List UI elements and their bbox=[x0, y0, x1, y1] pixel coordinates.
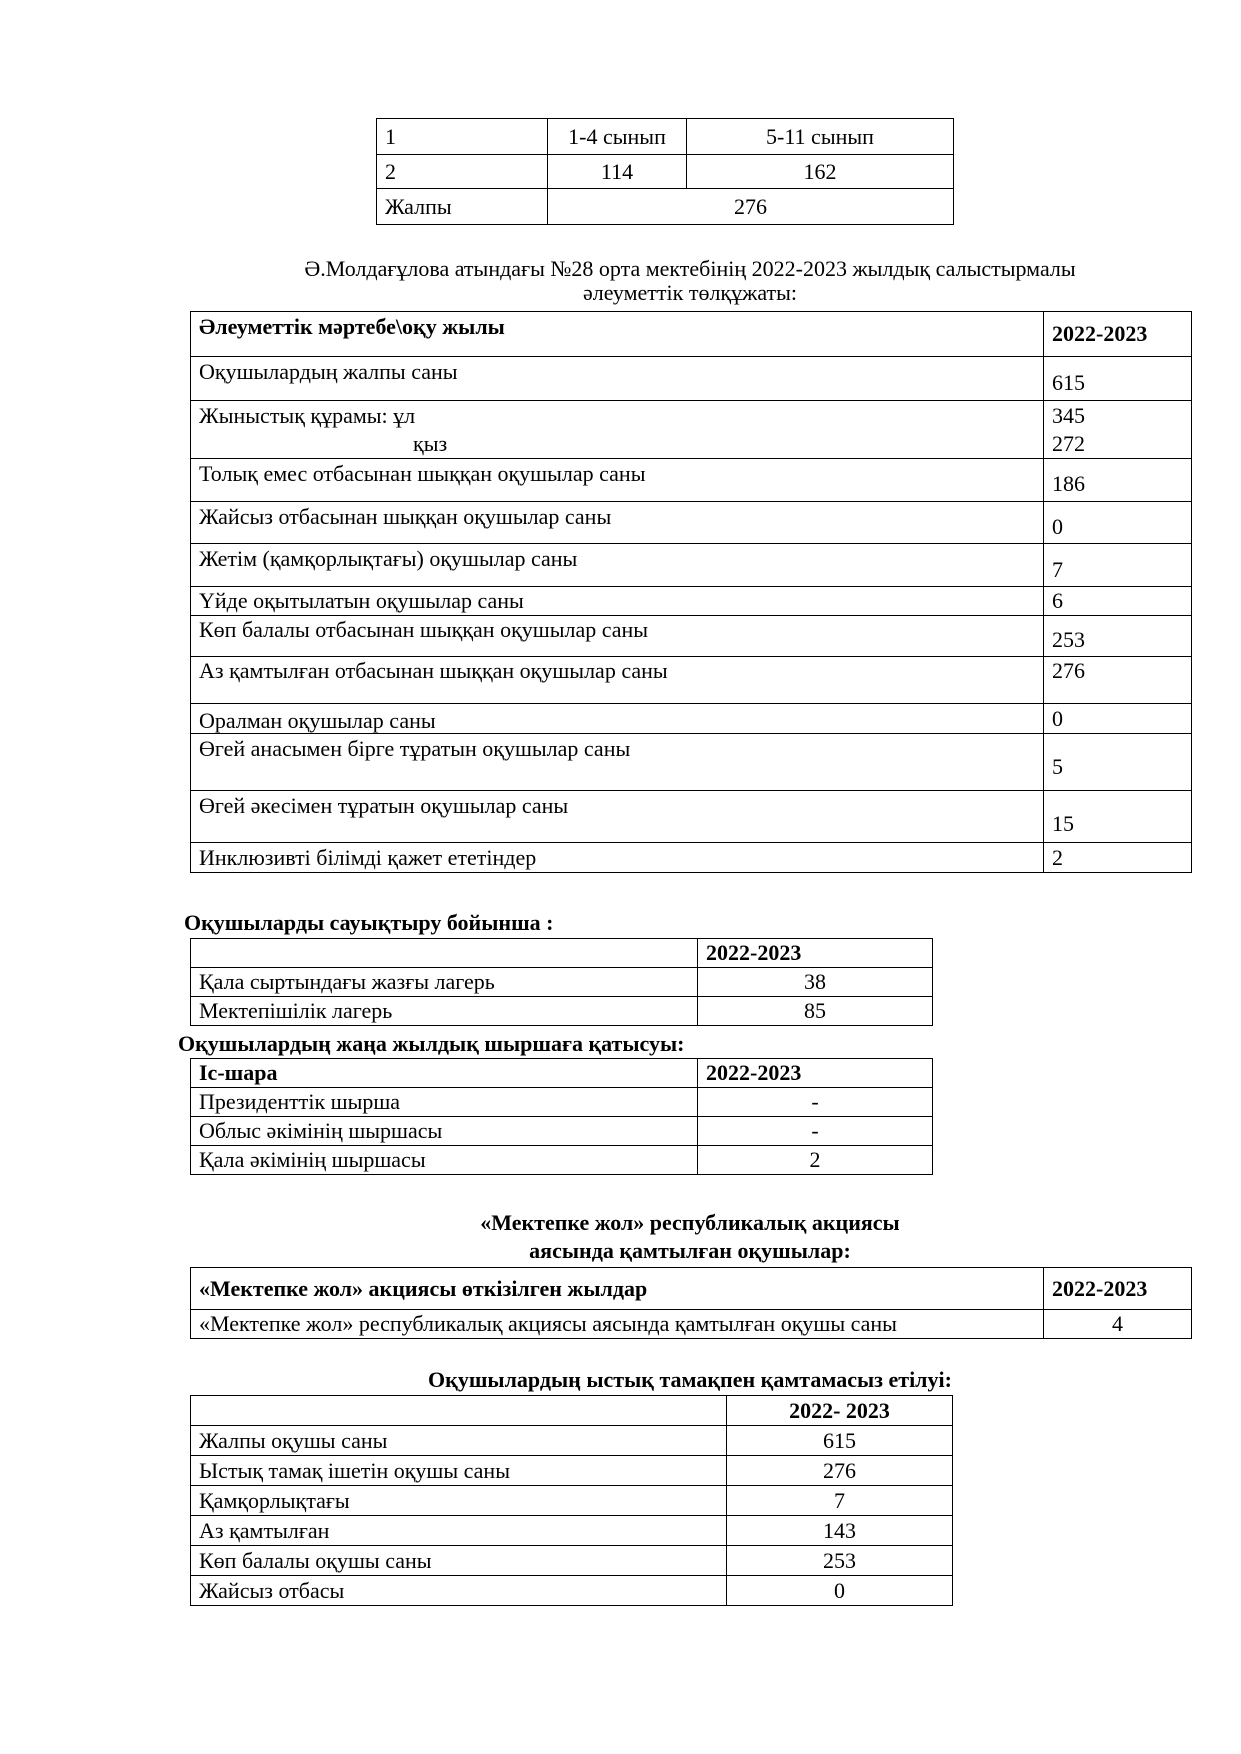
hot-meals-heading: Оқушылардың ыстық тамақпен қамтамасыз етілуі: bbox=[428, 1367, 952, 1392]
table-row bbox=[191, 1486, 953, 1516]
female-count: 272 bbox=[1052, 431, 1085, 456]
table-cell: 5-11 сынып bbox=[687, 119, 954, 155]
road-to-school-heading bbox=[190, 1210, 1190, 1264]
row-label: Өгей әкесімен тұратын оқушылар саны bbox=[191, 791, 1044, 843]
header-label-empty bbox=[191, 1396, 727, 1426]
row-label: Қала әкімінің шыршасы bbox=[191, 1146, 698, 1175]
row-label: Көп балалы отбасынан шыққан оқушылар саны bbox=[191, 616, 1044, 657]
table-row bbox=[191, 459, 1192, 502]
row-label: Облыс әкімінің шыршасы bbox=[191, 1117, 698, 1146]
row-value: 276 bbox=[1044, 657, 1192, 704]
road-to-school-table-block bbox=[190, 1267, 1192, 1339]
table-row bbox=[191, 616, 1192, 657]
row-label: Жайсыз отбасынан шыққан оқушылар саны bbox=[191, 502, 1044, 544]
header-label: Іс-шара bbox=[191, 1059, 698, 1088]
table-row bbox=[191, 734, 1192, 791]
table-row bbox=[191, 1516, 953, 1546]
row-value: 0 bbox=[727, 1576, 953, 1606]
table-row bbox=[191, 1088, 933, 1117]
row-label: Жалпы оқушы саны bbox=[191, 1426, 727, 1456]
table-row bbox=[191, 1310, 1192, 1339]
row-label: Президенттік шырша bbox=[191, 1088, 698, 1117]
table-row bbox=[191, 1426, 953, 1456]
row-value: 186 bbox=[1044, 459, 1192, 502]
heading-line: аясында қамтылған оқушылар: bbox=[529, 1238, 851, 1263]
table-header-row bbox=[191, 1059, 933, 1088]
table-row bbox=[377, 119, 954, 155]
table-row bbox=[191, 657, 1192, 704]
row-label: Аз қамтылған bbox=[191, 1516, 727, 1546]
class-count-table bbox=[376, 118, 954, 225]
table-header-row bbox=[191, 1268, 1192, 1310]
hot-meals-table bbox=[190, 1395, 953, 1606]
header-year: 2022- 2023 bbox=[727, 1396, 953, 1426]
table-cell: 114 bbox=[548, 155, 687, 189]
row-value: - bbox=[698, 1117, 933, 1146]
row-label: Үйде оқытылатын оқушылар саны bbox=[191, 587, 1044, 616]
row-value: 276 bbox=[727, 1456, 953, 1486]
row-value: 85 bbox=[698, 997, 933, 1026]
table-row bbox=[377, 189, 954, 225]
row-value bbox=[1044, 401, 1192, 459]
header-label-empty bbox=[191, 939, 698, 968]
table-row bbox=[191, 357, 1192, 401]
table-row bbox=[191, 1576, 953, 1606]
table-row bbox=[191, 502, 1192, 544]
header-year: 2022-2023 bbox=[698, 1059, 933, 1088]
recreation-heading: Оқушыларды сауықтыру бойынша : bbox=[184, 910, 554, 935]
row-value: 7 bbox=[1044, 544, 1192, 587]
row-value: 15 bbox=[1044, 791, 1192, 843]
table-row bbox=[191, 843, 1192, 873]
table-cell: 1-4 сынып bbox=[548, 119, 687, 155]
total-value: 276 bbox=[548, 189, 954, 225]
hot-meals-table-block bbox=[190, 1395, 953, 1606]
header-label: «Мектепке жол» акциясы өткізілген жылдар bbox=[191, 1268, 1044, 1310]
table-cell: 1 bbox=[377, 119, 548, 155]
row-value: 253 bbox=[1044, 616, 1192, 657]
table-row bbox=[191, 587, 1192, 616]
header-year: 2022-2023 bbox=[1044, 312, 1192, 357]
row-value: 5 bbox=[1044, 734, 1192, 791]
row-value: 2 bbox=[698, 1146, 933, 1175]
table-row bbox=[191, 544, 1192, 587]
row-value: 6 bbox=[1044, 587, 1192, 616]
table-row bbox=[191, 704, 1192, 734]
row-value: 615 bbox=[727, 1426, 953, 1456]
row-label: Жайсыз отбасы bbox=[191, 1576, 727, 1606]
header-label: Әлеуметтік мәртебе\оқу жылы bbox=[191, 312, 1044, 357]
row-value: - bbox=[698, 1088, 933, 1117]
row-value: 615 bbox=[1044, 357, 1192, 401]
table-row bbox=[191, 1117, 933, 1146]
row-label: Аз қамтылған отбасынан шыққан оқушылар саны bbox=[191, 657, 1044, 704]
row-label: Өгей анасымен бірге тұратын оқушылар саны bbox=[191, 734, 1044, 791]
total-label: Жалпы bbox=[377, 189, 548, 225]
gender-female-label: қыз bbox=[413, 431, 448, 456]
row-label bbox=[191, 401, 1044, 459]
new-year-heading: Оқушылардың жаңа жылдық шыршаға қатысуы: bbox=[178, 1031, 685, 1056]
header-year: 2022-2023 bbox=[1044, 1268, 1192, 1310]
social-passport-table-block bbox=[190, 311, 1192, 873]
row-value: 38 bbox=[698, 968, 933, 997]
road-to-school-table bbox=[190, 1267, 1192, 1339]
row-value: 7 bbox=[727, 1486, 953, 1516]
row-label: Қала сыртындағы жазғы лагерь bbox=[191, 968, 698, 997]
class-count-table-block bbox=[376, 118, 954, 225]
table-row bbox=[191, 791, 1192, 843]
social-passport-heading bbox=[190, 256, 1190, 306]
recreation-table-block bbox=[190, 938, 933, 1026]
row-label: Оралман оқушылар саны bbox=[191, 704, 1044, 734]
table-row bbox=[191, 401, 1192, 459]
table-row bbox=[377, 155, 954, 189]
table-header-row bbox=[191, 939, 933, 968]
new-year-table-block bbox=[190, 1058, 933, 1175]
new-year-table bbox=[190, 1058, 933, 1175]
row-label: Жетім (қамқорлықтағы) оқушылар саны bbox=[191, 544, 1044, 587]
row-value: 2 bbox=[1044, 843, 1192, 873]
row-label: Оқушылардың жалпы саны bbox=[191, 357, 1044, 401]
table-row bbox=[191, 1546, 953, 1576]
table-cell: 162 bbox=[687, 155, 954, 189]
row-value: 4 bbox=[1044, 1310, 1192, 1339]
row-label: Инклюзивті білімді қажет ететіндер bbox=[191, 843, 1044, 873]
row-label: Мектепішілік лагерь bbox=[191, 997, 698, 1026]
heading-line: «Мектепке жол» республикалық акциясы bbox=[480, 1210, 900, 1235]
gender-male-label: Жыныстық құрамы: ұл bbox=[199, 403, 416, 428]
row-label: «Мектепке жол» республикалық акциясы аясында қамтылған оқушы саны bbox=[191, 1310, 1044, 1339]
table-row bbox=[191, 1456, 953, 1486]
table-cell: 2 bbox=[377, 155, 548, 189]
row-label: Ыстық тамақ ішетін оқушы саны bbox=[191, 1456, 727, 1486]
row-value: 253 bbox=[727, 1546, 953, 1576]
table-header-row bbox=[191, 312, 1192, 357]
table-row bbox=[191, 1146, 933, 1175]
recreation-table bbox=[190, 938, 933, 1026]
table-header-row bbox=[191, 1396, 953, 1426]
header-year: 2022-2023 bbox=[698, 939, 933, 968]
table-row bbox=[191, 997, 933, 1026]
row-label: Қамқорлықтағы bbox=[191, 1486, 727, 1516]
male-count: 345 bbox=[1052, 403, 1085, 428]
row-value: 0 bbox=[1044, 502, 1192, 544]
row-label: Толық емес отбасынан шыққан оқушылар саны bbox=[191, 459, 1044, 502]
social-passport-table bbox=[190, 311, 1192, 873]
table-row bbox=[191, 968, 933, 997]
row-value: 0 bbox=[1044, 704, 1192, 734]
heading-line: Ә.Молдағұлова атындағы №28 орта мектебінің 2022-2023 жылдық салыстырмалы bbox=[304, 256, 1076, 281]
row-label: Көп балалы оқушы саны bbox=[191, 1546, 727, 1576]
row-value: 143 bbox=[727, 1516, 953, 1546]
heading-line: әлеуметтік төлқұжаты: bbox=[582, 280, 798, 305]
